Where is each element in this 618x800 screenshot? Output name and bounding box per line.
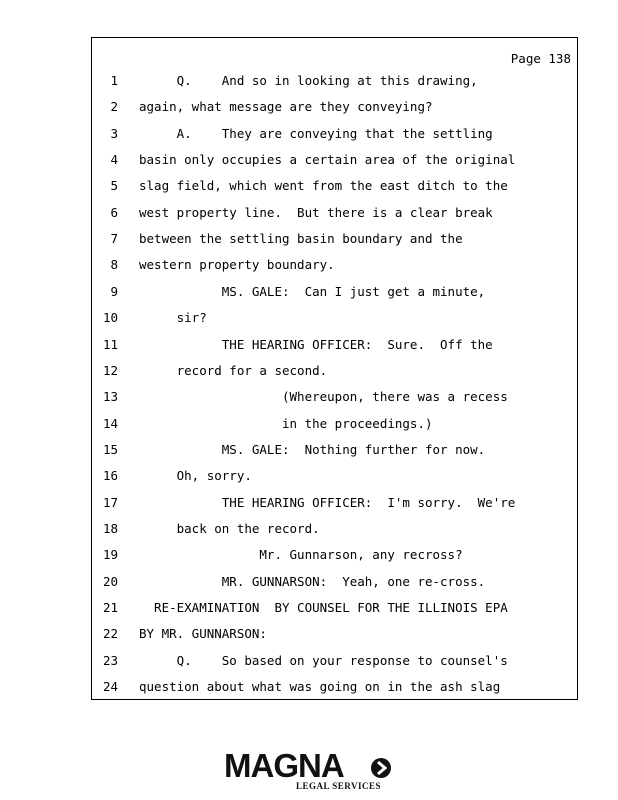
line-text: THE HEARING OFFICER: I'm sorry. We're	[139, 494, 516, 510]
magna-logo	[224, 748, 399, 794]
transcript-line	[92, 520, 577, 538]
transcript-line	[92, 678, 577, 696]
line-number: 18	[102, 520, 118, 536]
line-number: 5	[110, 178, 118, 194]
transcript-line	[92, 204, 577, 222]
line-text: Mr. Gunnarson, any recross?	[139, 547, 463, 563]
transcript-line	[92, 652, 577, 670]
line-text: MS. GALE: Can I just get a minute,	[139, 283, 486, 299]
line-number: 2	[110, 99, 118, 115]
transcript-line	[92, 177, 577, 195]
line-number: 23	[102, 652, 118, 668]
line-number: 15	[102, 441, 118, 457]
transcript-line	[92, 151, 577, 169]
line-text: record for a second.	[139, 362, 328, 378]
line-number: 20	[102, 573, 118, 589]
transcript-line	[92, 256, 577, 274]
transcript-line	[92, 415, 577, 433]
line-text: west property line. But there is a clear break	[139, 204, 493, 220]
logo-wordmark: MAGNA	[224, 747, 344, 784]
logo-subtitle: LEGAL SERVICES	[296, 781, 381, 791]
transcript-line	[92, 388, 577, 406]
line-text: A. They are conveying that the settling	[139, 125, 493, 141]
line-text: again, what message are they conveying?	[139, 99, 433, 115]
transcript-line	[92, 573, 577, 591]
transcript-line	[92, 599, 577, 617]
transcript-line	[92, 546, 577, 564]
line-number: 14	[102, 415, 118, 431]
line-text: slag field, which went from the east ditch to the	[139, 178, 508, 194]
transcript-line	[92, 467, 577, 485]
line-number: 16	[102, 468, 118, 484]
transcript-line	[92, 309, 577, 327]
line-number: 19	[102, 547, 118, 563]
line-text: question about what was going on in the ash slag	[139, 679, 501, 695]
line-text: THE HEARING OFFICER: Sure. Off the	[139, 336, 493, 352]
line-number: 13	[102, 389, 118, 405]
arrow-circle-icon	[370, 757, 392, 779]
line-number: 10	[102, 310, 118, 326]
line-text: Q. And so in looking at this drawing,	[139, 73, 478, 88]
line-number: 1	[110, 73, 118, 88]
line-text: Q. So based on your response to counsel's	[139, 652, 508, 668]
line-text: western property boundary.	[139, 257, 335, 273]
line-text: basin only occupies a certain area of the original	[139, 152, 516, 168]
transcript-line	[92, 625, 577, 643]
transcript-line	[92, 125, 577, 143]
line-number: 8	[110, 257, 118, 273]
line-number: 22	[102, 626, 118, 642]
line-text: MR. GUNNARSON: Yeah, one re-cross.	[139, 573, 486, 589]
line-number: 9	[110, 283, 118, 299]
line-text: Oh, sorry.	[139, 468, 252, 484]
line-number: 24	[102, 679, 118, 695]
transcript-line	[92, 230, 577, 248]
line-text: (Whereupon, there was a recess	[139, 389, 508, 405]
transcript-page	[91, 37, 578, 700]
line-number: 17	[102, 494, 118, 510]
transcript-line	[92, 494, 577, 512]
line-number: 21	[102, 600, 118, 615]
line-text: between the settling basin boundary and the	[139, 231, 463, 247]
line-text: RE-EXAMINATION BY COUNSEL FOR THE ILLINOIS EPA	[139, 600, 508, 615]
line-number: 6	[110, 204, 118, 220]
transcript-line	[92, 441, 577, 459]
page-number: Page 138	[510, 51, 571, 66]
line-number: 4	[110, 152, 118, 168]
line-text: MS. GALE: Nothing further for now.	[139, 441, 486, 457]
transcript-line	[92, 72, 577, 90]
transcript-line	[92, 336, 577, 354]
transcript-line	[92, 283, 577, 301]
transcript-line	[92, 98, 577, 116]
line-number: 3	[110, 125, 118, 141]
line-text: sir?	[139, 310, 207, 326]
line-number: 12	[102, 362, 118, 378]
line-number: 11	[102, 336, 118, 352]
line-text: in the proceedings.)	[139, 415, 433, 431]
line-text: back on the record.	[139, 520, 320, 536]
transcript-line	[92, 362, 577, 380]
line-text: BY MR. GUNNARSON:	[139, 626, 267, 642]
line-number: 7	[110, 231, 118, 247]
